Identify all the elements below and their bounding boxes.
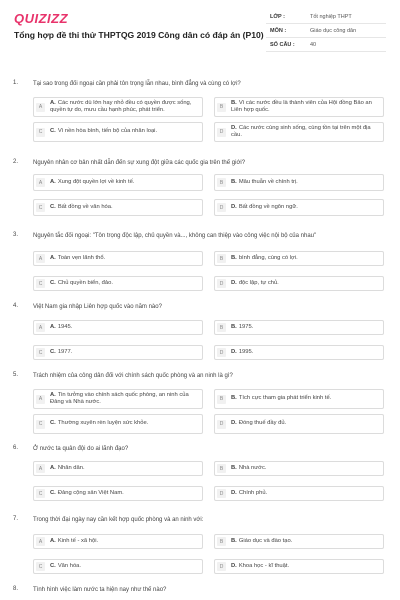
option-key: D. [231, 562, 237, 569]
option-value: 1945. [57, 323, 73, 330]
question-number: 7. [13, 516, 19, 522]
option-key: C. [50, 348, 56, 355]
option-letter-badge: C [36, 279, 45, 288]
option-key: A. [50, 178, 56, 185]
option-value: Giáo dục và đào tạo. [238, 537, 293, 544]
answer-option-b[interactable] [214, 97, 384, 117]
option-key: C. [50, 203, 56, 210]
question-number: 4. [13, 303, 19, 309]
option-letter-badge: D [217, 562, 226, 571]
question-text: Trách nhiệm của công dân đối với chính sách quốc phòng và an ninh là gì? [33, 373, 233, 379]
option-text [50, 349, 75, 357]
option-key: D. [231, 124, 237, 131]
option-key: D. [231, 279, 237, 286]
option-text [231, 538, 295, 546]
question-number: 6. [13, 445, 19, 451]
question-number: 2. [13, 159, 19, 165]
option-text [50, 490, 127, 498]
answer-option-b[interactable] [214, 320, 384, 335]
option-letter-badge: D [217, 203, 226, 212]
worksheet-meta [266, 10, 386, 52]
answer-option-d[interactable] [214, 276, 384, 291]
option-value: Vì các nước đều là thành viên của Hội đồng Bảo an Liên hợp quốc. [231, 99, 372, 113]
question-text: Nguyên nhân cơ bản nhất dẫn đến sự xung đột giữa các quốc gia trên thế giới? [33, 160, 246, 166]
option-value: Văn hóa. [57, 562, 82, 569]
option-text [50, 255, 108, 263]
option-key: C. [50, 279, 56, 286]
question-text: Trong thời đại ngày nay cần kết hợp quốc phòng và an ninh với: [33, 517, 204, 523]
option-value: Chủ quyền biển, đảo. [57, 279, 113, 286]
option-key: A. [50, 391, 56, 398]
answer-option-c[interactable] [33, 122, 203, 142]
answer-option-a[interactable] [33, 251, 203, 266]
option-value: Bất đồng về ngôn ngữ. [238, 203, 298, 210]
option-value: bình đẳng, cùng có lợi. [238, 254, 298, 261]
option-text [50, 128, 160, 136]
answer-option-c[interactable] [33, 486, 203, 501]
answer-option-b[interactable] [214, 461, 384, 476]
option-key: A. [50, 99, 56, 106]
option-key: D. [231, 420, 237, 427]
question-number: 5. [13, 372, 19, 378]
answer-option-a[interactable] [33, 320, 203, 335]
answer-option-a[interactable] [33, 389, 203, 409]
option-key: A. [50, 254, 56, 261]
option-letter-badge: C [36, 128, 45, 137]
option-letter-badge: C [36, 203, 45, 212]
option-text [50, 465, 88, 473]
option-text [231, 255, 301, 263]
answer-option-c[interactable] [33, 199, 203, 216]
option-text [231, 465, 269, 473]
worksheet-title: Tổng hợp đề thi thử THPTQG 2019 Công dân có đáp án (P10) [14, 30, 264, 40]
option-key: A. [50, 464, 56, 471]
option-text [231, 280, 282, 288]
option-key: B. [231, 464, 237, 471]
option-key: D. [231, 489, 237, 496]
option-key: B. [231, 395, 237, 402]
option-value: 1995. [238, 348, 254, 355]
option-value: Đảng cộng sản Việt Nam. [57, 489, 124, 496]
meta-row-class [266, 10, 386, 24]
meta-key: SỐ CÂU : [270, 41, 295, 48]
option-value: Vì nền hòa bình, tiến bộ của nhân loại. [57, 128, 158, 135]
answer-option-d[interactable] [214, 199, 384, 216]
answer-option-a[interactable] [33, 461, 203, 476]
option-value: Thường xuyên rèn luyện sức khỏe. [57, 420, 149, 427]
option-value: Các nước dù lớn hay nhỏ đều có quyền được sống, quyền tự do, mưu cầu hạnh phúc, phát triển. [50, 99, 192, 113]
worksheet-header [0, 0, 400, 64]
option-letter-badge: D [217, 489, 226, 498]
option-letter-badge: C [36, 348, 45, 357]
answer-option-c[interactable] [33, 559, 203, 574]
option-text [50, 179, 137, 187]
option-letter-badge: B [217, 103, 226, 112]
option-value: Khoa học - kĩ thuật. [238, 562, 290, 569]
option-text [50, 204, 116, 212]
option-key: B. [231, 323, 237, 330]
option-letter-badge: D [217, 128, 226, 137]
meta-value: Giáo dục công dân [310, 27, 357, 34]
answer-option-d[interactable] [214, 345, 384, 360]
option-text [50, 100, 202, 115]
option-letter-badge: B [217, 323, 226, 332]
answer-option-b[interactable] [214, 251, 384, 266]
option-value: Chính phủ. [238, 489, 268, 496]
option-text [50, 324, 75, 332]
option-letter-badge: D [217, 348, 226, 357]
option-letter-badge: B [217, 464, 226, 473]
option-text [231, 204, 301, 212]
answer-option-b[interactable] [214, 389, 384, 409]
option-letter-badge: A [36, 254, 45, 263]
option-letter-badge: A [36, 178, 45, 187]
option-value: Kinh tế - xã hội. [57, 537, 99, 544]
answer-option-a[interactable] [33, 174, 203, 191]
option-text [231, 395, 334, 403]
question-number: 1. [13, 80, 19, 86]
option-value: độc lập, tự chủ. [238, 279, 279, 286]
option-text [231, 490, 270, 498]
option-value: Đóng thuế đầy đủ. [238, 420, 287, 427]
option-key: B. [231, 254, 237, 261]
option-letter-badge: A [36, 395, 45, 404]
option-text [50, 280, 116, 288]
meta-row-subject [266, 24, 386, 38]
option-letter-badge: A [36, 323, 45, 332]
option-value: Toàn vẹn lãnh thổ. [57, 254, 106, 261]
option-value: Xung đột quyền lợi về kinh tế. [57, 178, 135, 185]
option-key: A. [50, 537, 56, 544]
option-key: C. [50, 489, 56, 496]
option-value: Tin tưởng vào chính sách quốc phòng, an ninh của Đảng và Nhà nước. [50, 391, 189, 405]
answer-option-d[interactable] [214, 559, 384, 574]
answer-option-d[interactable] [214, 414, 384, 434]
option-value: 1977. [57, 348, 73, 355]
option-key: D. [231, 348, 237, 355]
option-key: C. [50, 420, 56, 427]
option-text [231, 563, 292, 571]
answer-option-a[interactable] [33, 534, 203, 549]
option-text [50, 392, 202, 407]
option-value: Bất đồng về văn hóa. [57, 203, 113, 210]
option-value: 1975. [238, 323, 254, 330]
meta-value: 40 [310, 41, 317, 48]
option-letter-badge: A [36, 103, 45, 112]
option-text [50, 563, 84, 571]
option-letter-badge: C [36, 489, 45, 498]
question-number: 3. [13, 232, 19, 238]
question-text: Việt Nam gia nhập Liên hợp quốc vào năm nào? [33, 304, 162, 310]
quizizz-logo: QUIZIZZ [14, 11, 69, 26]
option-key: A. [50, 323, 56, 330]
answer-option-b[interactable] [214, 534, 384, 549]
answer-option-a[interactable] [33, 97, 203, 117]
option-text [231, 125, 383, 140]
option-key: B. [231, 99, 237, 106]
meta-value: Tốt nghiệp THPT [310, 13, 352, 20]
option-text [231, 420, 289, 428]
question-text: Nguyên tắc đối ngoại: "Tôn trọng độc lập, chủ quyền và..., không can thiệp vào công việc nội bộ của nhau" [33, 233, 317, 239]
option-value: Nhân dân. [57, 464, 85, 471]
option-value: Tích cực tham gia phát triển kinh tế. [238, 395, 332, 402]
question-text: Ở nước ta quân đội do ai lãnh đạo? [33, 446, 129, 452]
option-letter-badge: B [217, 395, 226, 404]
answer-option-c[interactable] [33, 345, 203, 360]
option-text [231, 100, 383, 115]
option-letter-badge: D [217, 279, 226, 288]
question-text: Tại sao trong đối ngoại cần phải tôn trọng lẫn nhau, bình đẳng và cùng có lợi? [33, 81, 241, 87]
answer-option-b[interactable] [214, 174, 384, 191]
option-letter-badge: B [217, 537, 226, 546]
meta-key: MÔN : [270, 27, 287, 34]
meta-key: LỚP : [270, 13, 285, 20]
option-letter-badge: B [217, 178, 226, 187]
answer-option-d[interactable] [214, 122, 384, 142]
meta-row-count [266, 38, 386, 52]
option-key: D. [231, 203, 237, 210]
option-text [231, 349, 256, 357]
answer-option-c[interactable] [33, 276, 203, 291]
question-text: Tình hình việc làm nước ta hiện nay như thế nào? [33, 587, 167, 593]
option-key: B. [231, 178, 237, 185]
option-text [50, 538, 101, 546]
option-text [231, 324, 256, 332]
answer-option-c[interactable] [33, 414, 203, 434]
option-key: C. [50, 562, 56, 569]
option-text [231, 179, 301, 187]
option-value: Nhà nước. [238, 464, 267, 471]
option-letter-badge: B [217, 254, 226, 263]
option-value: Mâu thuẫn về chính trị. [238, 178, 298, 185]
option-value: Các nước cùng sinh sống, cùng tồn tại trên một địa cầu. [231, 124, 371, 138]
option-text [50, 420, 151, 428]
option-letter-badge: A [36, 464, 45, 473]
option-key: B. [231, 537, 237, 544]
question-number: 8. [13, 586, 19, 592]
option-letter-badge: C [36, 562, 45, 571]
option-letter-badge: A [36, 537, 45, 546]
option-letter-badge: C [36, 420, 45, 429]
option-letter-badge: D [217, 420, 226, 429]
option-key: C. [50, 128, 56, 135]
answer-option-d[interactable] [214, 486, 384, 501]
